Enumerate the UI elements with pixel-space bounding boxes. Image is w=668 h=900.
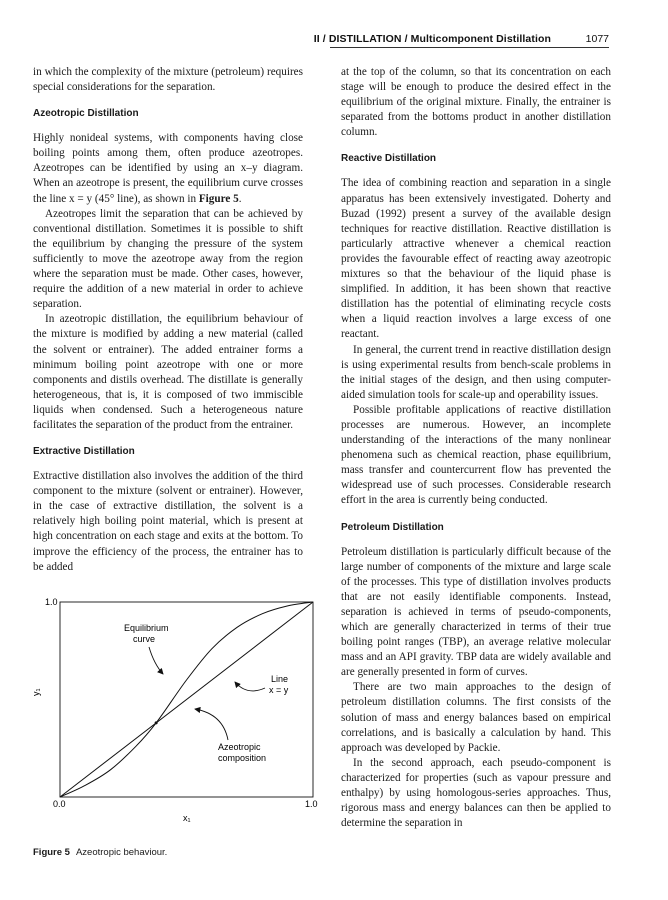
- tick-origin: 0.0: [53, 799, 66, 809]
- paragraph-azeotropic-3: In azeotropic distillation, the equilibrium behaviour of the mixture is modified by adding a new material (called the solvent or entrainer). The added entrainer forms a minimum boiling point azeotrope with one or more components and distils overhead. The distillate is generally heterogeneous, that is, it is composed of two immiscible liquids when condensed. Such a heterogeneous nature facilitates the separation of the product from the entrainer.: [33, 313, 303, 431]
- paragraph-azeotropic-2: Azeotropes limit the separation that can be achieved by conventional distillation. Sometimes it is possible to shift the equilibrium by changing the pressure of the system sufficiently to move the azeotrope away from the region where the separation must be made. Other cases, however, require the addition of a new material in order to achieve separation.: [33, 207, 303, 311]
- annotation-azeotropic-line1: Azeotropic: [218, 742, 261, 752]
- paragraph-petroleum-1: Petroleum distillation is particularly difficult because of the large number of components of the mixture and large scale of the processes. This type of distillation involves products that are not easily identifiable components. Instead, separation is achieved in terms of pseudo-components, which are generally characterized in terms of their true boiling point ranges (TBP), an average relative molecular mass and an API gravity. TBP data are widely available and are generally presented in form of curves.: [341, 545, 611, 679]
- arrow-azeotrope: [195, 709, 228, 740]
- tick-y-top: 1.0: [45, 597, 58, 607]
- arrow-equilibrium: [149, 647, 163, 674]
- paragraph-azeotropic-1: [33, 131, 303, 206]
- paragraph-extractive-1: Extractive distillation also involves the addition of the third component to the mixture (solvent or entrainer). However, in the case of extractive distillation, the solvent is a relatively high boiling point material, which is present at high concentration on each stage and exits at the bottom. To improve the efficiency of the process, the entrainer has to be added: [33, 470, 303, 573]
- line-x-equals-y: [60, 602, 313, 797]
- running-header: [0, 30, 609, 50]
- left-column: [33, 65, 303, 575]
- heading-azeotropic-distillation: Azeotropic Distillation: [33, 108, 139, 120]
- header-rule: [330, 47, 609, 48]
- annotation-equilibrium-line2: curve: [133, 634, 156, 644]
- paragraph-reactive-3: Possible profitable applications of reactive distillation processes are numerous. However, an incomplete understanding of the interactions of the many nonlinear phenomena such as chemical reaction, phase equilibrium, mass transfer and countercurrent flow has prevented the widespread use of such processes. Considerable research effort in the area is currently being conducted.: [341, 403, 611, 507]
- azeotrope-chart: [33, 592, 333, 842]
- azeotrope-point: [155, 721, 158, 724]
- paragraph-intro: in which the complexity of the mixture (petroleum) requires special considerations for the separation.: [33, 66, 303, 94]
- figure-caption-text: Azeotropic behaviour.: [75, 847, 168, 858]
- figure-5: [33, 592, 333, 862]
- paragraph-azeotropic-1-end: .: [238, 192, 242, 205]
- paragraph-petroleum-3: In the second approach, each pseudo-component is characterized for properties (such as vapour pressure and enthalpy) by using homologous-series approaches. Thus, rigorous mass and energy balances can then be applied to determine the separation in: [341, 756, 611, 830]
- annotation-line-line1: Line: [271, 674, 289, 684]
- figure-label: Figure 5: [33, 847, 70, 858]
- heading-reactive-distillation: Reactive Distillation: [341, 153, 437, 165]
- annotation-line-line2: x = y: [269, 685, 289, 695]
- y-axis-label: y₁: [31, 688, 41, 696]
- figure-5-reference: Figure 5: [198, 192, 239, 205]
- figure-caption: [33, 847, 167, 858]
- paragraph-reactive-2: In general, the current trend in reactive distillation design is using experimental results from bench-scale problems in the initial stages of the design, and then using computer-aided simulation tools for scale-up and operability issues.: [341, 343, 611, 401]
- page-number: 1077: [585, 33, 609, 45]
- paragraph-reactive-1: The idea of combining reaction and separation in a single apparatus has been extensively investigated. Doherty and Buzad (1992) present a survey of the available design techniques for reactive distillation. Reactive distillation is particularly attractive whenever a chemical reaction provides the favourable effect of reacting away azeotropic mixtures so that the behaviour of the liquid phase is simplified. In addition, it has been shown that reactive distillation has the potential of eliminating recycle costs when a liquid reaction involves a large excess of one reactant.: [341, 177, 611, 341]
- annotation-azeotropic-line2: composition: [218, 753, 267, 763]
- paragraph-petroleum-2: There are two main approaches to the design of petroleum distillation columns. The first consists of the solution of mass and energy balances based on empirical correlations, and is basically a calculation by hand. This approach was developed by Packie.: [341, 681, 611, 754]
- right-column: [341, 65, 611, 831]
- tick-x-right: 1.0: [305, 799, 318, 809]
- paragraph-continuation: at the top of the column, so that its concentration on each stage will be enough to produce the desired effect in the equilibrium of the original mixture. Finally, the entrainer is separated from the bottoms product in another distillation column.: [341, 66, 611, 139]
- annotation-equilibrium-line1: Equilibrium: [124, 623, 169, 633]
- paragraph-azeotropic-1-text: Highly nonideal systems, with components having close boiling points among them, often produce azeotropes. Azeotropes can be identified by using an x–y diagram. When an azeotrope is present, the equilibrium curve crosses the line x = y (45° line), as shown in: [33, 132, 303, 205]
- running-header-title: II / DISTILLATION / Multicomponent Distillation: [313, 33, 551, 45]
- arrow-line: [235, 682, 265, 691]
- heading-petroleum-distillation: Petroleum Distillation: [341, 521, 444, 533]
- heading-extractive-distillation: Extractive Distillation: [33, 446, 135, 458]
- x-axis-label: x₁: [183, 813, 191, 823]
